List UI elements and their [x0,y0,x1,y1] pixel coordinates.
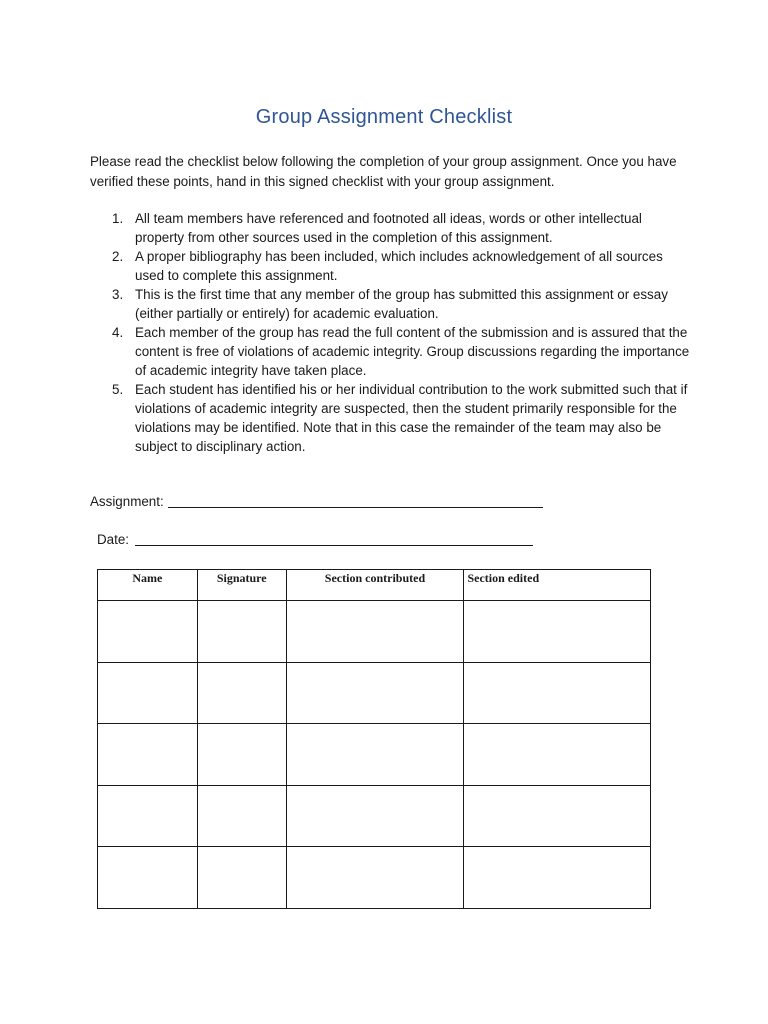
section-edited-cell[interactable] [464,662,651,724]
table-row [98,601,651,663]
checklist-item-text: All team members have referenced and footnoted all ideas, words or other intellectual property from other sources used in the completion of this assignment. [135,211,642,245]
name-cell[interactable] [98,601,198,663]
checklist-item-number: 2. [112,249,124,264]
header-section-edited: Section edited [467,571,540,585]
date-label: Date: [97,532,130,547]
table-row [98,847,651,909]
assignment-field [90,492,543,511]
table-row [98,785,651,847]
section-edited-cell[interactable] [464,724,651,786]
section-edited-cell[interactable] [464,847,651,909]
date-field [97,530,533,549]
name-cell[interactable] [98,847,198,909]
checklist-item-number: 1. [112,211,124,226]
name-cell[interactable] [98,662,198,724]
intro-paragraph: Please read the checklist below following the completion of your group assignment. Once you have verified these points, hand in this signed checklist with your group assignment. [90,154,677,189]
section-contributed-cell[interactable] [286,724,464,786]
name-cell[interactable] [98,724,198,786]
checklist-item-number: 3. [112,287,124,302]
section-edited-cell[interactable] [464,601,651,663]
document-title: Group Assignment Checklist [255,106,513,128]
name-cell[interactable] [98,785,198,847]
checklist [90,209,690,456]
checklist-item-text: A proper bibliography has been included, which includes acknowledgement of all sources used to complete this assignment. [135,249,663,283]
assignment-label: Assignment: [90,494,164,509]
section-contributed-cell[interactable] [286,662,464,724]
signature-cell[interactable] [197,847,286,909]
table-row [98,662,651,724]
signature-cell[interactable] [197,601,286,663]
checklist-item-text: Each member of the group has read the full content of the submission and is assured that the content is free of violations of academic integrity. Group discussions regarding the importance of academic integrity have taken place. [135,325,690,378]
checklist-item [90,285,690,323]
section-contributed-cell[interactable] [286,601,464,663]
checklist-item-text: This is the first time that any member of the group has submitted this assignment or essay (either partially or entirely) for academic evaluation. [135,287,668,321]
date-blank-line[interactable] [135,531,533,546]
checklist-item-number: 5. [112,382,124,397]
signature-cell[interactable] [197,724,286,786]
table-header-row [98,570,651,601]
header-section-edited-cell [464,570,651,601]
signature-cell[interactable] [197,785,286,847]
section-contributed-cell[interactable] [286,785,464,847]
section-edited-cell[interactable] [464,785,651,847]
checklist-item-text: Each student has identified his or her individual contribution to the work submitted such that if violations of academic integrity are suspected, then the student primarily responsible for the violations may be identified. Note that in this case the remainder of the team may also be subject to disciplinary action. [135,382,688,454]
header-section-contributed: Section contributed [286,570,464,601]
signature-cell[interactable] [197,662,286,724]
checklist-item [90,247,690,285]
header-signature: Signature [197,570,286,601]
signature-table [97,569,651,909]
checklist-item [90,209,690,247]
assignment-blank-line[interactable] [168,493,543,508]
checklist-item [90,323,690,380]
checklist-item [90,380,690,456]
section-contributed-cell[interactable] [286,847,464,909]
checklist-item-number: 4. [112,325,124,340]
table-row [98,724,651,786]
header-name: Name [98,570,198,601]
